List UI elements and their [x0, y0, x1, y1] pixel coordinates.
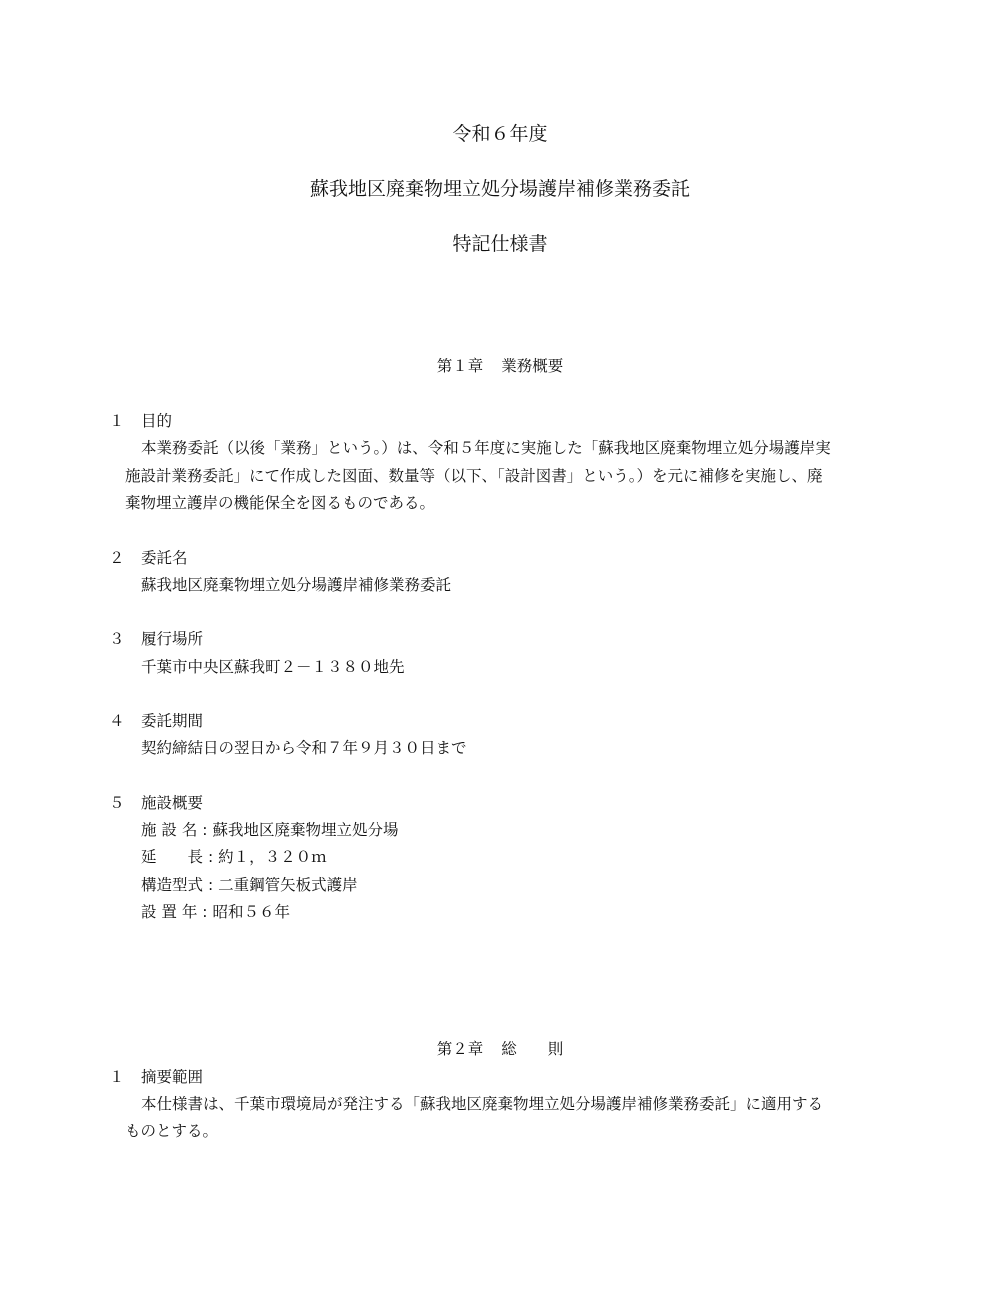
- section-4-body: 契約締結日の翌日から令和７年９月３０日まで: [141, 739, 467, 757]
- chapter-2-section-1-body-line: ものとする。: [125, 1122, 219, 1140]
- facility-label: 延 長: [141, 848, 204, 866]
- chapter-2-title: 総 則: [501, 1040, 564, 1058]
- facility-label: 施 設 名: [141, 821, 198, 839]
- section-3-body: 千葉市中央区蘇我町２－１３８０地先: [141, 658, 405, 676]
- facility-row-installed-year: 設 置 年 : 昭和５６年: [141, 903, 290, 921]
- section-1-body-line: 施設計業務委託」にて作成した図面、数量等（以下、「設計図書」という。）を元に補修を実施し、廃: [125, 467, 823, 485]
- section-1-body-line: 本業務委託（以後「業務」という。）は、令和５年度に実施した「蘇我地区廃棄物埋立処分場護岸実: [141, 439, 831, 457]
- section-1-body-line: 棄物埋立護岸の機能保全を図るものである。: [125, 494, 436, 512]
- chapter-2-section-1-number: １: [109, 1068, 125, 1086]
- section-3-number: ３: [109, 630, 125, 648]
- facility-value: 約１，３２０ｍ: [218, 848, 327, 866]
- document-type: 特記仕様書: [452, 233, 548, 255]
- chapter-1-title: 業務概要: [501, 357, 564, 375]
- document-year: 令和６年度: [452, 123, 548, 145]
- facility-value: 昭和５６年: [212, 903, 290, 921]
- chapter-2-section-1-title: 摘要範囲: [141, 1068, 204, 1086]
- facility-row-length: 延 長 : 約１，３２０ｍ: [141, 848, 327, 866]
- document-project-title: 蘇我地区廃棄物埋立処分場護岸補修業務委託: [309, 178, 690, 200]
- chapter-2-number: 第２章: [436, 1040, 484, 1058]
- section-1-title: 目的: [141, 412, 173, 430]
- facility-row-name: 施 設 名 : 蘇我地区廃棄物埋立処分場: [141, 821, 399, 839]
- section-2-number: ２: [109, 549, 125, 567]
- chapter-1-number: 第１章: [436, 357, 484, 375]
- facility-row-structure: 構造型式 : 二重鋼管矢板式護岸: [141, 876, 358, 894]
- chapter-1-heading: [0, 356, 1000, 376]
- facility-label: 設 置 年: [141, 903, 198, 921]
- facility-label: 構造型式: [141, 876, 204, 894]
- chapter-2-heading: [0, 1039, 1000, 1059]
- section-5-number: ５: [109, 794, 125, 812]
- section-4-title: 委託期間: [141, 712, 204, 730]
- section-2-body: 蘇我地区廃棄物埋立処分場護岸補修業務委託: [141, 576, 452, 594]
- section-1-number: １: [109, 412, 125, 430]
- section-2-title: 委託名: [141, 549, 188, 567]
- facility-value: 二重鋼管矢板式護岸: [218, 876, 358, 894]
- facility-value: 蘇我地区廃棄物埋立処分場: [212, 821, 399, 839]
- chapter-2-section-1-body-line: 本仕様書は、千葉市環境局が発注する「蘇我地区廃棄物埋立処分場護岸補修業務委託」に適用する: [141, 1095, 824, 1113]
- section-4-number: ４: [109, 712, 125, 730]
- section-3-title: 履行場所: [141, 630, 204, 648]
- section-5-title: 施設概要: [141, 794, 204, 812]
